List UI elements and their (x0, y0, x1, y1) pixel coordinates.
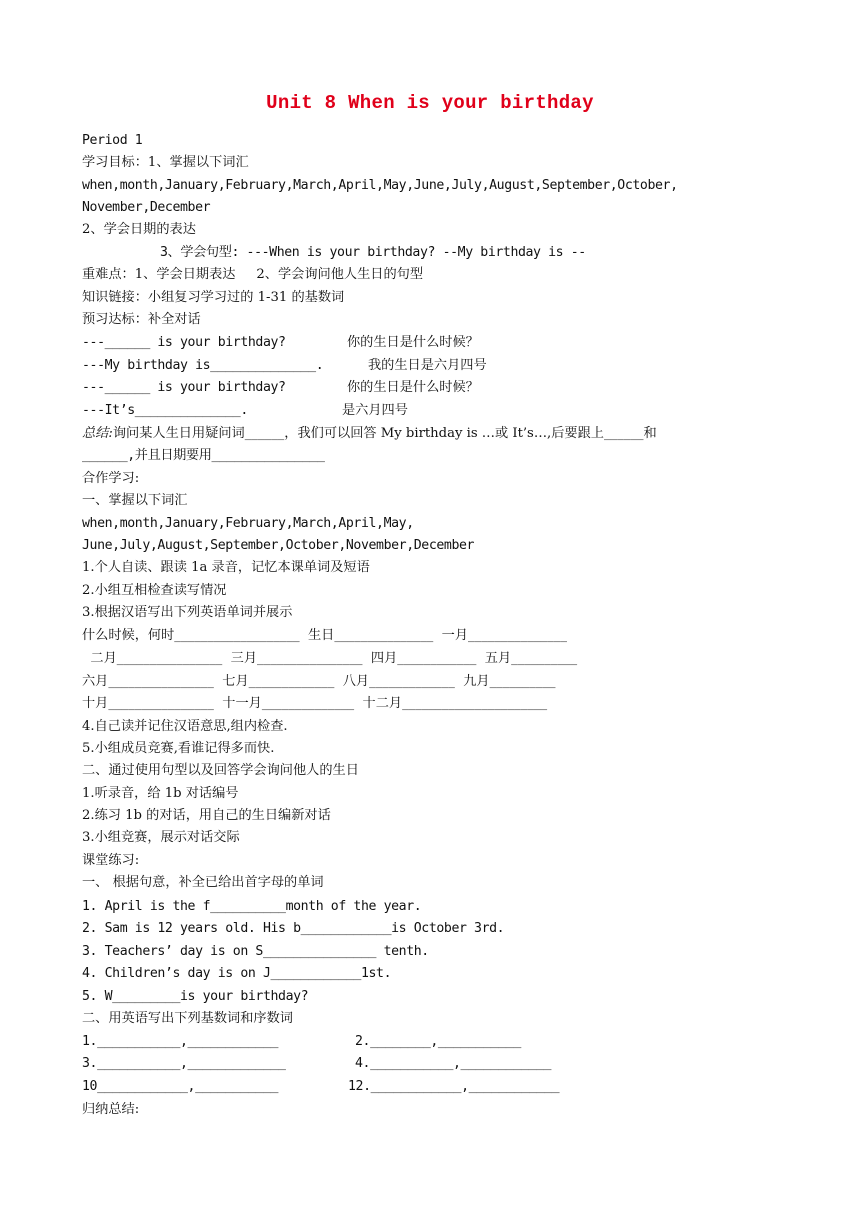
number-blank-2: 2.________,___________ (355, 1034, 521, 1049)
learning-goal-2: 2、学会日期的表达 (82, 222, 196, 237)
month-row-4: 十月________________ 十一月______________ 十二月______________________ (82, 696, 548, 711)
month-row-2: 二月________________ 三月________________ 四月____________ 五月__________ (82, 651, 578, 666)
task-2: 2.练习 1b 的对话，用自己的生日编新对话 (82, 808, 331, 823)
number-blank-12: 12.____________,____________ (348, 1079, 560, 1094)
number-blank-4: 4.___________,____________ (355, 1056, 552, 1071)
number-blank-1: 1.___________,____________ (82, 1034, 279, 1049)
period-label: Period 1 (82, 133, 143, 148)
question-2: 2. Sam is 12 years old. His b____________is October 3rd. (82, 921, 505, 936)
knowledge-link: 知识链接：小组复习学习过的 1-31 的基数词 (82, 290, 345, 305)
section-2-heading: 二、通过使用句型以及回答学会询问他人的生日 (82, 763, 359, 778)
vocab-line-2: November,December (82, 200, 211, 215)
task-1: 1.听录音，给 1b 对话编号 (82, 786, 239, 801)
step-3: 3.根据汉语写出下列英语单词并展示 (82, 605, 293, 620)
question-5: 5. W_________is your birthday? (82, 989, 309, 1004)
number-blank-10: 10____________,___________ (82, 1079, 279, 1094)
vocab-line-3: when,month,January,February,March,April,May, (82, 516, 414, 531)
question-4: 4. Children’s day is on J____________1st. (82, 966, 392, 981)
dialogue-translation-1: 你的生日是什么时候？ (347, 335, 479, 350)
dialogue-line-1: ---______ is your birthday? (82, 335, 286, 350)
exercise-2-heading: 二、用英语写出下列基数词和序数词 (82, 1011, 293, 1026)
page-title: Unit 8 When is your birthday (266, 92, 594, 114)
step-4: 4.自己读并记住汉语意思,组内检查. (82, 719, 288, 734)
summary-line-2: ______,并且日期要用_______________ (82, 448, 325, 463)
dialogue-line-2: ---My birthday is______________. (82, 358, 324, 373)
cooperative-learning-heading: 合作学习: (82, 471, 140, 486)
key-points: 重难点：1、学会日期表达 2、学会询问他人生日的句型 (82, 267, 424, 282)
conclusion-heading: 归纳总结: (82, 1102, 140, 1117)
preview-heading: 预习达标：补全对话 (82, 312, 201, 327)
learning-goal-3: 3、学会句型: ---When is your birthday? --My birthday is -- (160, 245, 586, 260)
step-5: 5.小组成员竞赛,看谁记得多而快. (82, 741, 275, 756)
number-blank-3: 3.___________,_____________ (82, 1056, 286, 1071)
task-3: 3.小组竞赛，展示对话交际 (82, 830, 240, 845)
learning-goal-1: 学习目标：1、掌握以下词汇 (82, 155, 249, 170)
step-2: 2.小组互相检查读写情况 (82, 583, 227, 598)
question-3: 3. Teachers’ day is on S_______________ tenth. (82, 944, 429, 959)
summary-label: 总结: (82, 426, 113, 441)
vocab-line-1: when,month,January,February,March,April,May,June,July,August,September,October, (82, 178, 678, 193)
dialogue-line-4: ---It’s______________. (82, 403, 248, 418)
dialogue-translation-2: 我的生日是六月四号 (368, 358, 487, 373)
question-1: 1. April is the f__________month of the year. (82, 899, 422, 914)
summary-line-1 (82, 425, 657, 443)
vocab-line-4: June,July,August,September,October,November,December (82, 538, 475, 553)
month-row-1: 什么时候，何时___________________ 生日_______________ 一月_______________ (82, 628, 567, 643)
section-1-heading: 一、掌握以下词汇 (82, 493, 188, 508)
exercise-1-heading: 一、 根据句意，补全已给出首字母的单词 (82, 875, 324, 890)
dialogue-line-3: ---______ is your birthday? (82, 380, 286, 395)
dialogue-translation-3: 你的生日是什么时候？ (347, 380, 479, 395)
step-1: 1.个人自读、跟读 1a 录音，记忆本课单词及短语 (82, 560, 370, 575)
month-row-3: 六月________________ 七月_____________ 八月_____________ 九月__________ (82, 674, 556, 689)
summary-text-1: 询问某人生日用疑问词______，我们可以回答 My birthday is …或 It’s…,后要跟上______和 (112, 426, 657, 441)
class-practice-heading: 课堂练习: (82, 853, 140, 868)
dialogue-translation-4: 是六月四号 (342, 403, 408, 418)
